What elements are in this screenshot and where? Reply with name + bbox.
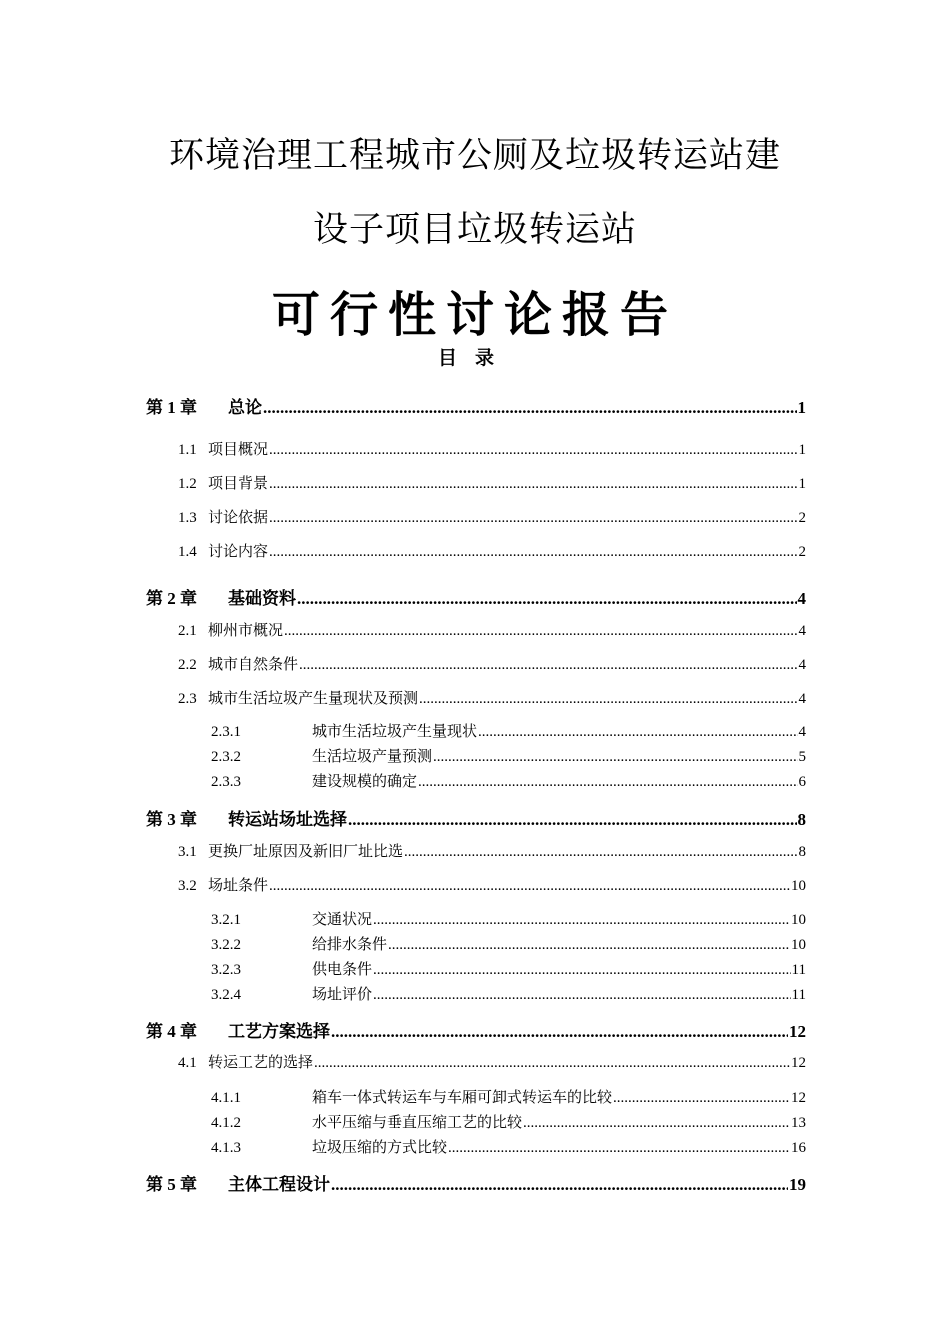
- toc-entry[interactable]: [146, 393, 806, 418]
- toc-dot-leader: [314, 1055, 790, 1072]
- toc-entry-number: 2.1: [178, 623, 197, 639]
- toc-entry[interactable]: [146, 1017, 806, 1042]
- toc-entry-page: 1: [797, 398, 806, 417]
- toc-entry-page: 4: [797, 589, 806, 608]
- toc-entry[interactable]: [211, 958, 806, 979]
- toc-entry-number: 4.1.3: [211, 1140, 241, 1156]
- toc-entry-title: 总论: [228, 398, 262, 417]
- toc-entry-page: 10: [791, 912, 806, 928]
- toc-entry[interactable]: [178, 619, 806, 640]
- toc-entry-page: 1: [798, 476, 806, 492]
- toc-entry-page: 8: [797, 810, 806, 829]
- toc-entry[interactable]: [211, 908, 806, 929]
- toc-dot-leader: [373, 987, 791, 1004]
- toc-entry[interactable]: [211, 1136, 806, 1157]
- toc-entry-page: 10: [791, 878, 806, 894]
- toc-entry[interactable]: [211, 720, 806, 741]
- toc-dot-leader: [299, 657, 797, 674]
- toc-dot-leader: [348, 810, 797, 830]
- toc-entry-number: 2.3: [178, 691, 197, 707]
- toc-entry-page: 13: [791, 1115, 806, 1131]
- toc-entry-number: 2.3.1: [211, 724, 241, 740]
- toc-entry-title: 项目概况: [208, 442, 269, 458]
- toc-entry-number: 3.2.2: [211, 937, 241, 953]
- toc-entry-page: 6: [798, 774, 806, 790]
- toc-entry-title: 建设规模的确定: [312, 774, 418, 790]
- toc-entry-title: 箱车一体式转运车与车厢可卸式转运车的比较: [312, 1090, 613, 1106]
- toc-entry-page: 1: [798, 442, 806, 458]
- toc-dot-leader: [448, 1140, 790, 1157]
- toc-entry[interactable]: [146, 584, 806, 609]
- toc-entry[interactable]: [211, 745, 806, 766]
- toc-entry-title: 供电条件: [312, 962, 373, 978]
- toc-dot-leader: [263, 398, 797, 418]
- toc-entry-title: 转运站场址选择: [228, 810, 347, 829]
- toc-dot-leader: [523, 1115, 790, 1132]
- toc-entry-title: 基础资料: [228, 589, 296, 608]
- toc-entry-title: 项目背景: [208, 476, 269, 492]
- toc-dot-leader: [478, 724, 797, 741]
- toc-entry-page: 12: [789, 1022, 806, 1041]
- toc-entry-page: 4: [798, 724, 806, 740]
- toc-entry[interactable]: [211, 933, 806, 954]
- toc-dot-leader: [331, 1175, 788, 1195]
- toc-dot-leader: [388, 937, 790, 954]
- toc-entry[interactable]: [178, 472, 806, 493]
- toc-entry-number: 第 5 章: [146, 1175, 197, 1194]
- toc-entry[interactable]: [211, 770, 806, 791]
- toc-entry-number: 第 3 章: [146, 810, 197, 829]
- toc-entry[interactable]: [211, 1086, 806, 1107]
- toc-entry-page: 16: [791, 1140, 806, 1156]
- toc-entry-title: 给排水条件: [312, 937, 388, 953]
- toc-entry-title: 讨论内容: [208, 544, 269, 560]
- toc-entry-number: 4.1: [178, 1055, 197, 1071]
- toc-entry-page: 8: [798, 844, 806, 860]
- toc-entry-number: 4.1.2: [211, 1115, 241, 1131]
- toc-dot-leader: [269, 476, 797, 493]
- toc-entry-title: 讨论依据: [208, 510, 269, 526]
- toc-entry-number: 4.1.1: [211, 1090, 241, 1106]
- toc-entry-number: 1.3: [178, 510, 197, 526]
- toc-dot-leader: [373, 962, 791, 979]
- toc-entry-page: 4: [798, 691, 806, 707]
- toc-entry-page: 5: [798, 749, 806, 765]
- toc-entry[interactable]: [178, 506, 806, 527]
- toc-entry-title: 垃圾压缩的方式比较: [312, 1140, 448, 1156]
- toc-entry-page: 10: [791, 937, 806, 953]
- toc-entry-page: 19: [789, 1175, 806, 1194]
- toc-entry-number: 1.2: [178, 476, 197, 492]
- report-main-title: 可行性讨论报告: [271, 287, 678, 343]
- toc-entry-number: 3.2.1: [211, 912, 241, 928]
- toc-entry-number: 2.2: [178, 657, 197, 673]
- toc-entry-title: 场址条件: [208, 878, 269, 894]
- toc-entry-number: 第 1 章: [146, 398, 197, 417]
- toc-entry-title: 城市生活垃圾产生量现状: [312, 724, 478, 740]
- toc-dot-leader: [269, 510, 797, 527]
- toc-entry-title: 场址评价: [312, 987, 373, 1003]
- toc-entry-title: 主体工程设计: [228, 1175, 330, 1194]
- toc-entry-number: 1.1: [178, 442, 197, 458]
- toc-entry-title: 柳州市概况: [208, 623, 284, 639]
- toc-entry-title: 工艺方案选择: [228, 1022, 330, 1041]
- toc-entry-page: 4: [798, 623, 806, 639]
- toc-entry-number: 1.4: [178, 544, 197, 560]
- toc-entry-page: 11: [791, 987, 806, 1003]
- toc-entry-page: 11: [791, 962, 806, 978]
- toc-entry[interactable]: [178, 874, 806, 895]
- toc-entry-page: 12: [791, 1090, 806, 1106]
- toc-entry[interactable]: [146, 1170, 806, 1195]
- toc-entry-title: 交通状况: [312, 912, 373, 928]
- toc-entry[interactable]: [178, 840, 806, 861]
- document-title-line-1: 环境治理工程城市公厕及垃圾转运站建: [168, 136, 781, 176]
- toc-dot-leader: [331, 1022, 788, 1042]
- toc-entry-number: 3.2.3: [211, 962, 241, 978]
- toc-entry[interactable]: [178, 687, 806, 708]
- toc-dot-leader: [269, 878, 790, 895]
- toc-dot-leader: [269, 544, 797, 561]
- toc-entry[interactable]: [178, 653, 806, 674]
- toc-dot-leader: [269, 442, 797, 459]
- toc-entry-title: 城市生活垃圾产生量现状及预测: [208, 691, 419, 707]
- toc-entry-number: 2.3.3: [211, 774, 241, 790]
- toc-dot-leader: [418, 774, 797, 791]
- toc-entry-number: 3.2.4: [211, 987, 241, 1003]
- toc-dot-leader: [297, 589, 797, 609]
- toc-entry-number: 第 4 章: [146, 1022, 197, 1041]
- toc-entry-title: 生活垃圾产量预测: [312, 749, 433, 765]
- toc-entry[interactable]: [178, 438, 806, 459]
- document-title-line-2: 设子项目垃圾转运站: [312, 210, 637, 250]
- toc-entry-number: 3.2: [178, 878, 197, 894]
- toc-dot-leader: [433, 749, 797, 766]
- toc-entry-title: 城市自然条件: [208, 657, 299, 673]
- toc-dot-leader: [613, 1090, 790, 1107]
- toc-entry-page: 4: [798, 657, 806, 673]
- toc-entry-number: 3.1: [178, 844, 197, 860]
- toc-entry-title: 转运工艺的选择: [208, 1055, 314, 1071]
- toc-entry-number: 第 2 章: [146, 589, 197, 608]
- toc-entry[interactable]: [146, 805, 806, 830]
- toc-entry[interactable]: [178, 1051, 806, 1072]
- toc-entry[interactable]: [211, 1111, 806, 1132]
- toc-dot-leader: [419, 691, 797, 708]
- toc-heading: 目录: [437, 347, 512, 369]
- toc-dot-leader: [404, 844, 797, 861]
- toc-dot-leader: [284, 623, 797, 640]
- toc-entry[interactable]: [178, 540, 806, 561]
- toc-entry[interactable]: [211, 983, 806, 1004]
- toc-entry-page: 2: [798, 510, 806, 526]
- toc-entry-page: 12: [791, 1055, 806, 1071]
- toc-entry-page: 2: [798, 544, 806, 560]
- toc-entry-title: 更换厂址原因及新旧厂址比选: [208, 844, 404, 860]
- toc-dot-leader: [373, 912, 790, 929]
- toc-entry-number: 2.3.2: [211, 749, 241, 765]
- toc-entry-title: 水平压缩与垂直压缩工艺的比较: [312, 1115, 523, 1131]
